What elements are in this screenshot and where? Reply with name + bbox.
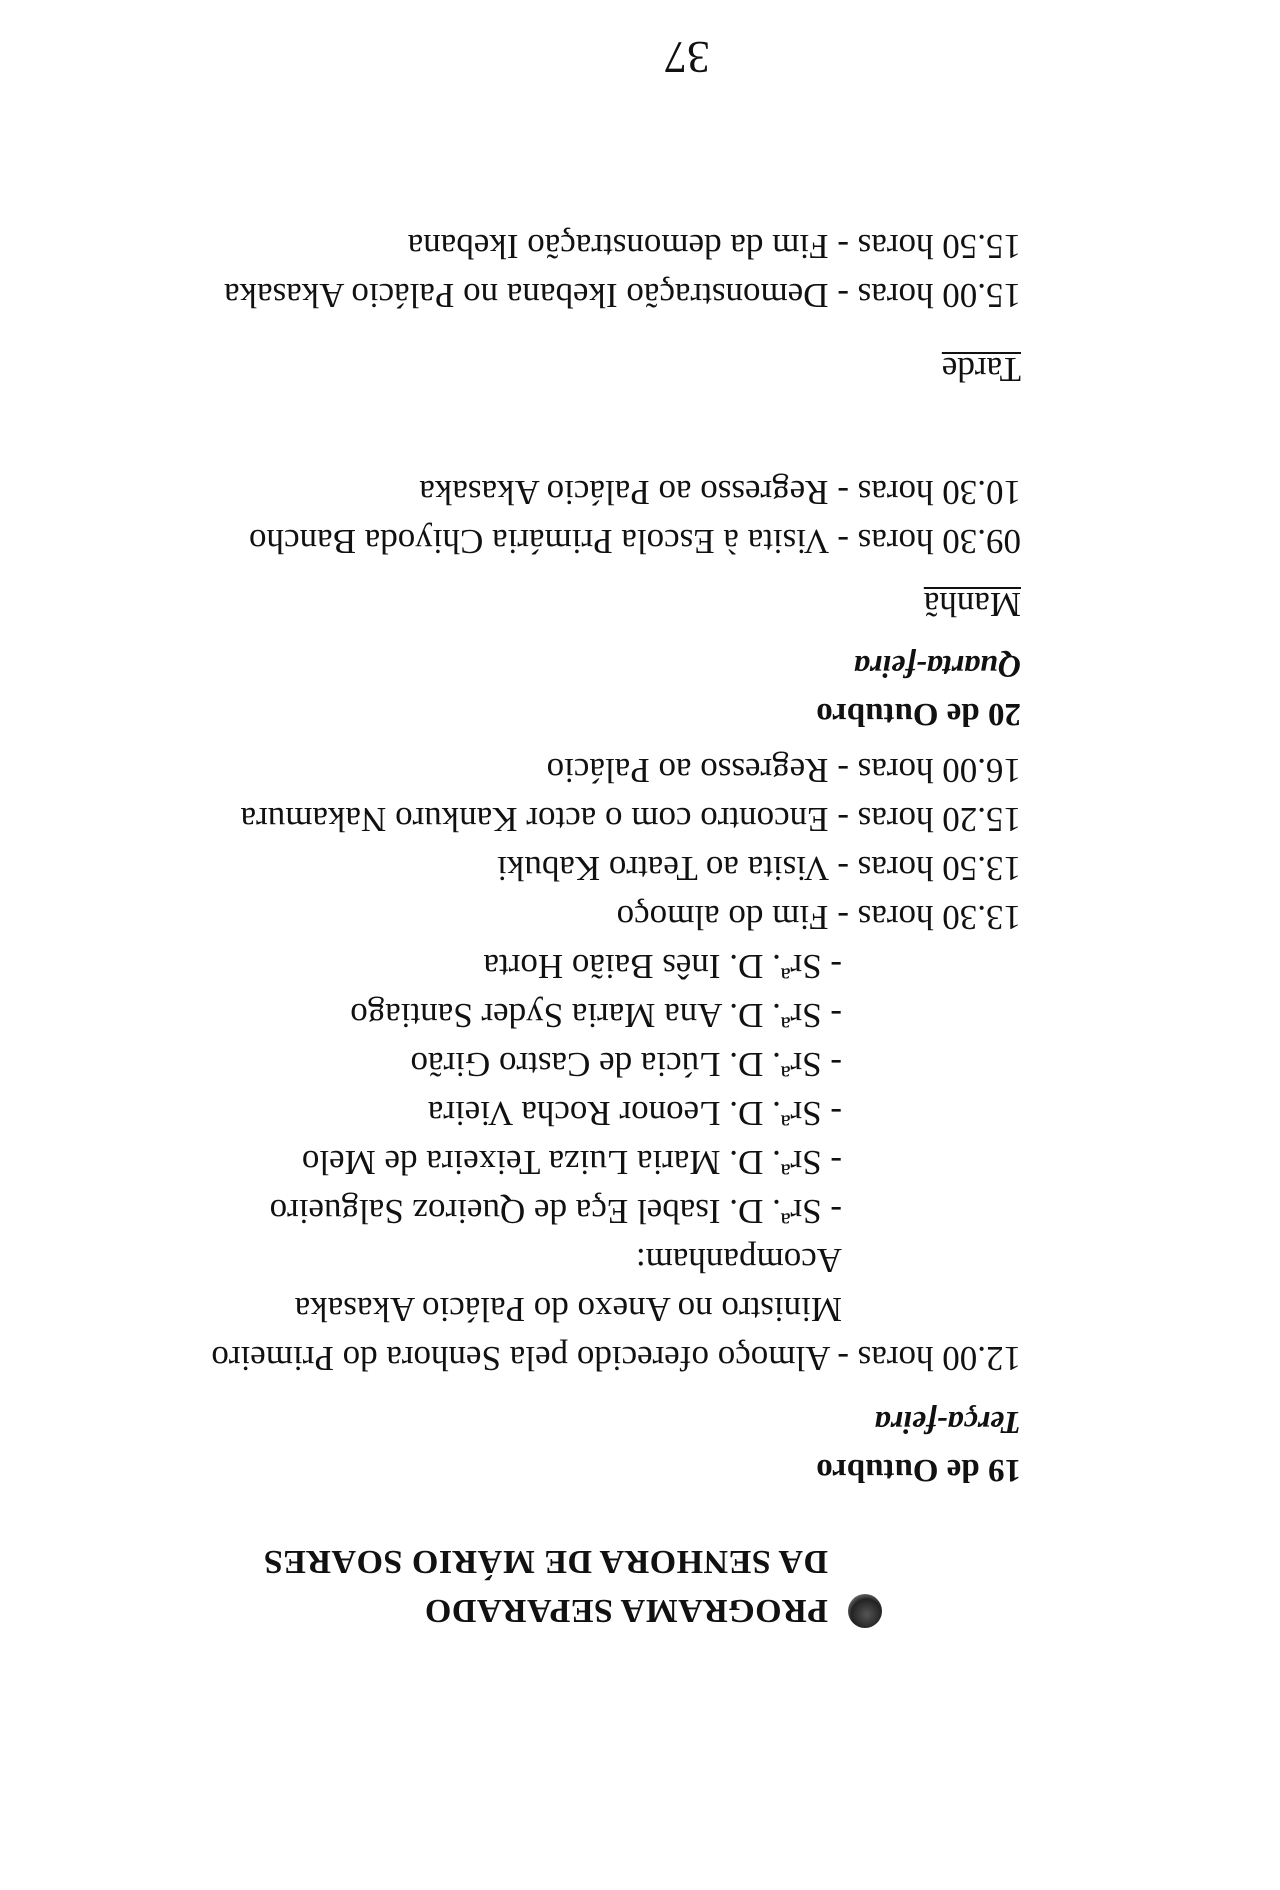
entry-line: 16.00 horas - Regresso ao Palácio — [546, 751, 1021, 790]
entry-line: Acompanham: — [635, 1241, 842, 1280]
entry-line: - Srª. D. Isabel Eça de Queiroz Salgueiro — [269, 1192, 842, 1231]
entry-line: 13.50 horas - Visita ao Teatro Kabuki — [497, 849, 1021, 888]
page-number: 37 — [664, 32, 710, 83]
entry-line: - Srª. D. Inês Baião Horta — [483, 947, 842, 986]
weekday-20: Quarta-feira — [853, 649, 1021, 685]
entry-line: 12.00 horas - Almoço oferecido pela Senhora do Primeiro — [211, 1339, 1021, 1378]
entry-line: 15.50 horas - Fim da demonstração Ikebana — [407, 227, 1021, 266]
weekday-19: Terça-feira — [874, 1405, 1021, 1441]
date-heading-19: 19 de Outubro — [816, 1452, 1021, 1488]
entry-line: - Srª. D. Ana Maria Syder Santiago — [350, 996, 842, 1035]
entry-line: - Srª. D. Lúcia de Castro Girão — [410, 1045, 842, 1084]
title-line-1: PROGRAMA SEPARADO — [424, 1592, 828, 1629]
entry-line: - Srª. D. Leonor Rocha Vieira — [427, 1094, 842, 1133]
section-heading-morning: Manhã — [923, 585, 1021, 624]
section-heading-afternoon: Tarde — [941, 350, 1021, 389]
entry-line: 13.30 horas - Fim do almoço — [616, 898, 1021, 937]
seal-stamp-icon — [848, 1594, 882, 1628]
date-heading-20: 20 de Outubro — [816, 696, 1021, 732]
entry-line: - Srª. D. Maria Luiza Teixeira de Melo — [301, 1143, 842, 1182]
entry-line: 10.30 horas - Regresso ao Palácio Akasaka — [419, 473, 1021, 512]
entry-line: 09.30 horas - Visita à Escola Primária Chiyoda Bancho — [249, 522, 1021, 561]
entry-line: Ministro no Anexo do Palácio Akasaka — [294, 1290, 842, 1329]
entry-line: 15.00 horas - Demonstração Ikebana no Palácio Akasaka — [224, 276, 1021, 315]
entry-line: 15.20 horas - Encontro com o actor Kankuro Nakamura — [240, 800, 1021, 839]
title-line-2: DA SENHORA DE MÁRIO SOARES — [263, 1543, 828, 1580]
